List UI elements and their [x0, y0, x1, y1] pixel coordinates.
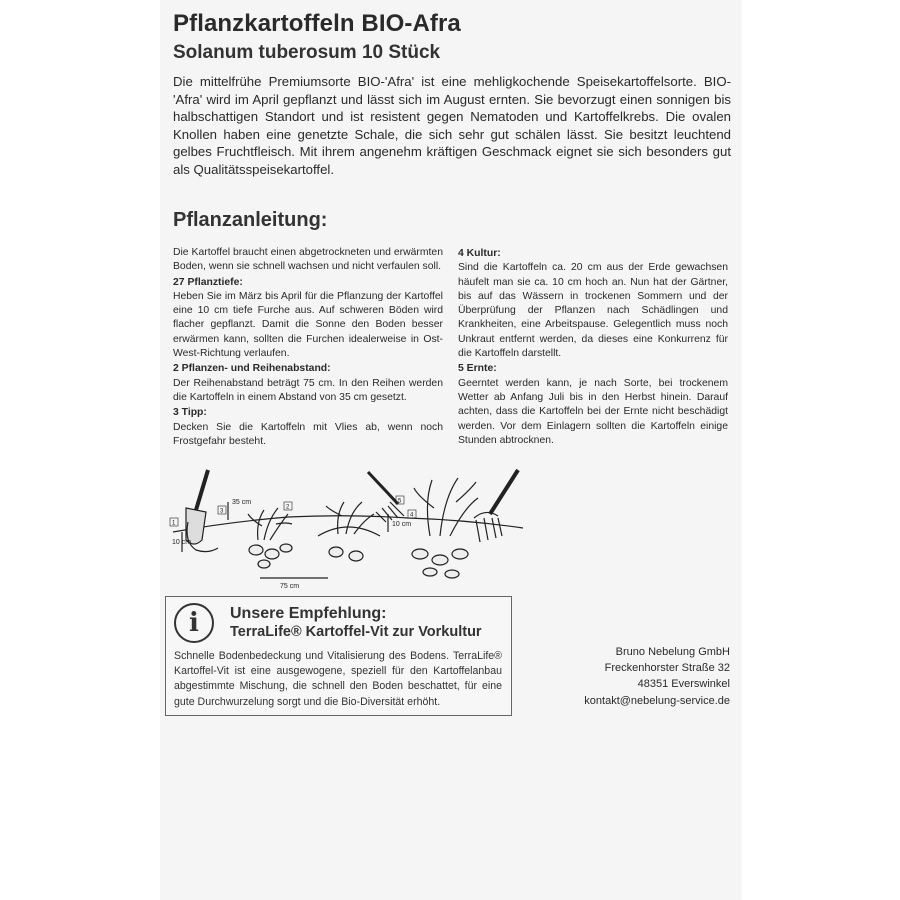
step3-heading: 3 Tipp: [173, 407, 207, 419]
label-10cm-left: 10 cm [172, 539, 192, 546]
step1-heading: 27 Pflanztiefe: [173, 276, 243, 288]
step-marker-2: 2 [286, 504, 290, 511]
step-marker-1: 1 [172, 520, 176, 527]
step2-text: Der Reihenabstand beträgt 75 cm. In den Reihen werden die Kartoffeln in einem Abstand von 35 cm gesetzt. [173, 377, 443, 403]
instructions-intro: Die Kartoffel braucht einen abgetrockneten und erwärmten Boden, wenn sie schnell wachsen und nicht verfaulen soll. [173, 247, 443, 273]
step-marker-4: 4 [410, 512, 414, 519]
company-name: Bruno Nebelung GmbH [615, 646, 730, 658]
label-10cm-right: 10 cm [392, 521, 412, 528]
recommendation-text: Schnelle Bodenbedeckung und Vitalisierung des Bodens. TerraLife® Kartoffel-Vit ist eine ausgewogene, speziell für den Kartoffelanbau abgestimmte Mischung, die schnell den Boden beschattet, für eine gute Durchwurzelung sorgt und die Bio-Diversität erhöht. [174, 650, 502, 708]
digging-fork-icon [474, 470, 518, 542]
recommendation-product: TerraLife® Kartoffel-Vit zur Vorkultur [230, 624, 482, 640]
company-address [560, 644, 730, 709]
step4-heading: 4 Kultur: [458, 248, 501, 259]
page-title: Pflanzkartoffeln BIO-Afra [173, 10, 461, 37]
label-75cm: 75 cm [280, 583, 300, 590]
step3-text: Decken Sie die Kartoffeln mit Vlies ab, wenn noch Frostgefahr besteht. [173, 421, 443, 447]
section-title-instructions: Pflanzanleitung: [173, 209, 328, 231]
mature-plant-icon [412, 478, 478, 578]
company-street: Freckenhorster Straße 32 [604, 662, 730, 675]
step4-text: Sind die Kartoffeln ca. 20 cm aus der Erde gewachsen häufelt man sie ca. 10 cm hoch an. Nun hat der Gärtner, bis auf das Wässern in trockenen Sommern und der Überprüfung der Pflanzen nach Schädlingen und Krankheiten, eine Arbeitspause. Gelegentlich muss noch Unkraut entfernt werden, da dieses eine Konkurrenz für die Kartoffeln darstellt. [458, 262, 728, 360]
young-plant-icon [248, 508, 292, 568]
step5-heading: 5 Ernte: [458, 363, 497, 375]
step-marker-3: 3 [220, 508, 224, 515]
company-email[interactable]: kontakt@nebelung-service.de [584, 694, 730, 707]
hilled-plant-icon [318, 502, 380, 561]
step2-heading: 2 Pflanzen- und Reihenabstand: [173, 363, 331, 375]
instructions-column-left [173, 246, 443, 449]
recommendation-heading: Unsere Empfehlung: [230, 605, 387, 622]
step5-text: Geerntet werden kann, je nach Sorte, bei trockenem Wetter ab Anfang Juli bis in den Herbst hinein. Darauf achten, dass die Kartoffeln bei der Ernte nicht beschädigt werden. Vor dem Einlagern sollten die Kartoffeln einige Stunden abtrocknen. [458, 377, 728, 446]
step-marker-5: 5 [398, 498, 402, 505]
info-icon: i [174, 603, 214, 643]
page-subtitle: Solanum tuberosum 10 Stück [173, 42, 441, 63]
recommendation-box [165, 596, 512, 716]
instructions-column-right [458, 246, 728, 448]
planting-illustration [168, 462, 528, 592]
label-35cm: 35 cm [232, 499, 252, 506]
company-city: 48351 Everswinkel [637, 678, 730, 691]
intro-paragraph: Die mittelfrühe Premiumsorte BIO-'Afra' ist eine mehligkochende Speisekartoffelsorte. BIO-'Afra' wird im April gepflanzt und lässt sich im August ernten. Sie bevorzugt einen sonnigen bis halbschattigen Standort und ist resistent gegen Nematoden und Kartoffelkrebs. Die ovalen Knollen haben eine genetzte Schale, die sich sehr gut schälen lässt. Sie besitzt leuchtend gelbes Fruchtfleisch. Mit ihrem angenehm kräftigen Geschmack eignet sie sich besonders gut als Qualitätsspeisekartoffel. [173, 74, 731, 177]
step1-text: Heben Sie im März bis April für die Pflanzung der Kartoffel eine 10 cm tiefe Furche aus. Auf schweren Böden wird flacher gepflanzt. Damit die Sonne den Boden besser erwärmen kann, sollten die Furchen idealerweise in Ost-West-Richtung verlaufen. [173, 290, 443, 360]
